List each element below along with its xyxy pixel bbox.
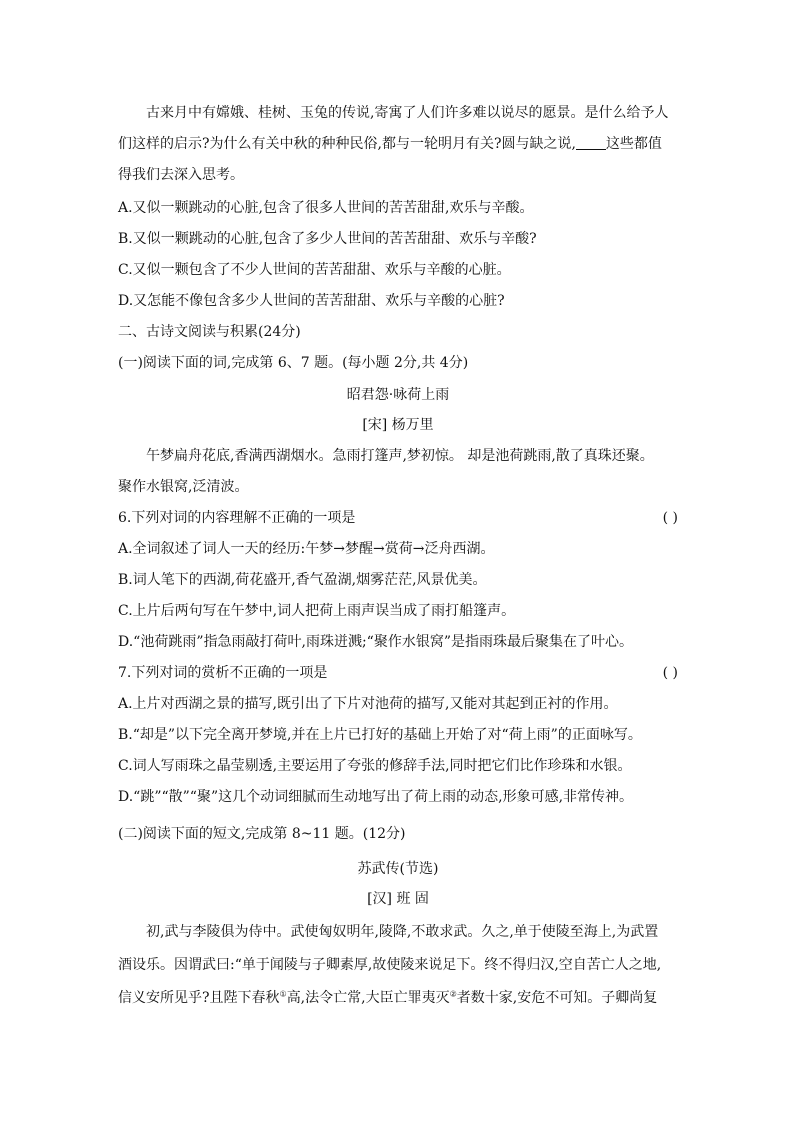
q6-option-b: B.词人笔下的西湖,荷花盛开,香气盈湖,烟雾茫茫,风景优美。 (118, 572, 487, 588)
prose-line-3 (118, 988, 678, 1008)
prose-line-2: 酒设乐。因谓武曰:“单于闻陵与子卿素厚,故使陵来说足下。终不得归汉,空自苦亡人之地, (118, 957, 662, 973)
q7-option-b: B.“却是”以下完全离开梦境,并在上片已打好的基础上开始了对“荷上雨”的正面咏写。 (118, 727, 642, 743)
part-2-intro: (二)阅读下面的短文,完成第 8~11 题。(12分) (118, 826, 406, 842)
footnote-mark-2: ② (449, 989, 457, 999)
passage-line-1: 古来月中有嫦娥、桂树、玉兔的传说,寄寓了人们许多难以说尽的愿景。是什么给予人 (146, 105, 669, 121)
prose-line-3-a: 信义安所见乎?且陛下春秋 (118, 990, 280, 1006)
passage-line-2-end: 这些都值 (605, 136, 662, 152)
q6-option-a: A.全词叙述了词人一天的经历:午梦→梦醒→赏荷→泛舟西湖。 (118, 541, 495, 557)
option-b: B.又似一颗跳动的心脏,包含了多少人世间的苦苦甜甜、欢乐与辛酸? (118, 231, 537, 247)
q6-answer-paren: ( ) (662, 510, 678, 526)
passage-line-3: 得我们去深入思考。 (118, 167, 244, 183)
passage-line-2 (118, 134, 678, 154)
part-1-intro: (一)阅读下面的词,完成第 6、7 题。(每小题 2分,共 4分) (118, 355, 469, 371)
prose-line-3-b: 高,法令亡常,大臣亡罪夷灭 (286, 990, 450, 1006)
q7-option-c: C.词人写雨珠之晶莹剔透,主要运用了夸张的修辞手法,同时把它们比作珍珠和水银。 (118, 758, 632, 774)
q7-stem (118, 663, 678, 683)
prose-title: 苏武传(节选) (357, 861, 439, 877)
prose-line-1: 初,武与李陵俱为侍中。武使匈奴明年,陵降,不敢求武。久之,单于使陵至海上,为武置 (146, 924, 659, 940)
option-a: A.又似一颗跳动的心脏,包含了很多人世间的苦苦甜甜,欢乐与辛酸。 (118, 200, 534, 216)
poem-author: [宋] 杨万里 (362, 417, 434, 433)
section-2-title: 二、古诗文阅读与积累(24分) (118, 324, 301, 340)
q7-option-a: A.上片对西湖之景的描写,既引出了下片对池荷的描写,又能对其起到正衬的作用。 (118, 696, 618, 712)
fill-in-blank (576, 135, 606, 150)
q7-stem-text: 7.下列对词的赏析不正确的一项是 (118, 665, 328, 681)
option-d: D.又怎能不像包含多少人世间的苦苦甜甜、欢乐与辛酸的心脏? (118, 293, 505, 309)
poem-line-1: 午梦扁舟花底,香满西湖烟水。急雨打篷声,梦初惊。 却是池荷跳雨,散了真珠还聚。 (146, 448, 654, 464)
q6-option-d: D.“池荷跳雨”指急雨敲打荷叶,雨珠迸溅;“聚作水银窝”是指雨珠最后聚集在了叶心。 (118, 634, 633, 650)
option-c: C.又似一颗包含了不少人世间的苦苦甜甜、欢乐与辛酸的心脏。 (118, 262, 511, 278)
poem-line-2: 聚作水银窝,泛清波。 (118, 479, 249, 495)
q6-stem (118, 508, 678, 528)
passage-line-2-text: 们这样的启示?为什么有关中秋的种种民俗,都与一轮明月有关?圆与缺之说, (118, 136, 576, 152)
prose-line-3-c: 者数十家,安危不可知。子卿尚复 (456, 990, 658, 1006)
q7-option-d: D.“跳”“散”“聚”这几个动词细腻而生动地写出了荷上雨的动态,形象可感,非常传神。 (118, 789, 634, 805)
footnote-mark-1: ① (279, 989, 287, 999)
prose-author: [汉] 班 固 (367, 891, 429, 907)
q7-answer-paren: ( ) (662, 665, 678, 681)
q6-option-c: C.上片后两句写在午梦中,词人把荷上雨声误当成了雨打船篷声。 (118, 603, 516, 619)
q6-stem-text: 6.下列对词的内容理解不正确的一项是 (118, 510, 356, 526)
poem-title: 昭君怨·咏荷上雨 (346, 387, 450, 403)
